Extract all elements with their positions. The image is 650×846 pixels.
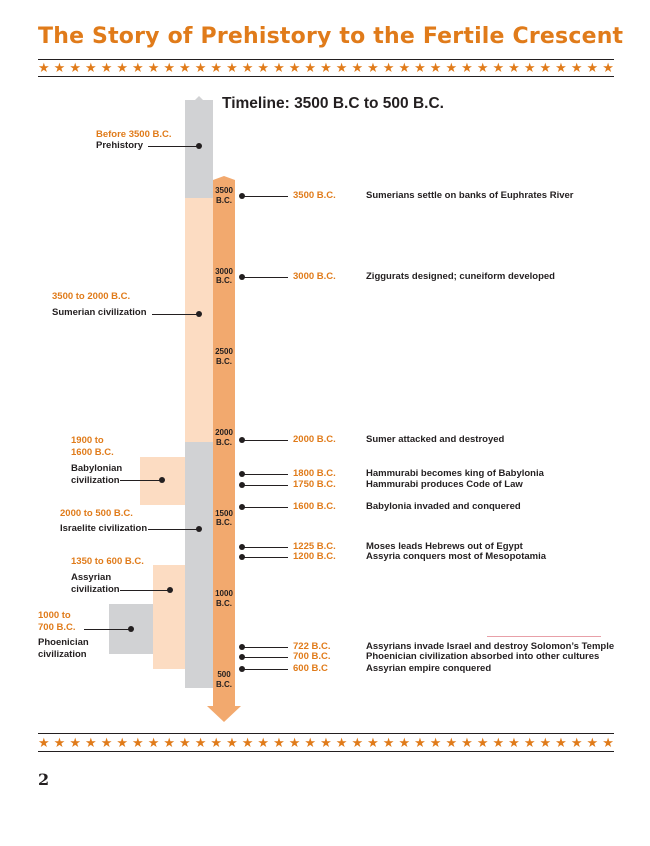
top-rule-2: [38, 76, 614, 77]
star-icon: ★: [414, 61, 426, 75]
era-name: [60, 523, 147, 535]
era-name-line: Assyrian: [71, 572, 112, 583]
star-icon: ★: [398, 61, 411, 75]
event-leader: [242, 657, 288, 658]
event-text: Moses leads Hebrews out of Egypt: [366, 541, 523, 552]
star-icon: ★: [194, 736, 207, 750]
event-leader: [242, 474, 288, 475]
era-name-line: Prehistory: [96, 140, 143, 151]
axis-year: 2000: [215, 428, 233, 437]
event-leader: [242, 547, 288, 548]
era-dot: [167, 587, 173, 593]
star-icon: ★: [555, 736, 567, 750]
axis-label-2500: [210, 347, 238, 366]
bottom-rule-1: [38, 733, 614, 734]
era-range: [71, 556, 144, 568]
star-icon: ★: [602, 61, 614, 75]
star-icon: ★: [492, 736, 505, 750]
era-name: [71, 463, 122, 486]
era-range-line: 700 B.C.: [38, 621, 76, 633]
star-icon: ★: [539, 736, 552, 750]
event-leader: [242, 669, 288, 670]
bottom-star-border: [38, 736, 614, 750]
era-name-line: Sumerian civilization: [52, 307, 147, 318]
star-icon: ★: [476, 61, 489, 75]
axis-year: 2500: [215, 347, 233, 357]
era-name: [96, 140, 143, 152]
event-date: 1750 B.C.: [293, 479, 336, 490]
star-icon: ★: [163, 61, 176, 75]
top-rule-1: [38, 59, 614, 60]
era-range: [38, 610, 76, 633]
star-icon: ★: [100, 61, 113, 75]
star-icon: ★: [53, 61, 66, 75]
star-icon: ★: [351, 61, 364, 75]
axis-era: B.C.: [216, 356, 232, 366]
star-icon: ★: [382, 61, 395, 75]
star-icon: ★: [147, 61, 160, 75]
era-name-line: Phoenician: [38, 637, 89, 648]
era-range: [60, 508, 133, 520]
era-range-line: 1350 to 600 B.C.: [71, 556, 144, 567]
event-leader: [242, 557, 288, 558]
era-leader: [148, 529, 199, 530]
era-leader: [120, 590, 170, 591]
event-text: Assyrians invade Israel and destroy Solomon’s Temple: [366, 641, 615, 652]
star-icon: ★: [523, 61, 536, 75]
star-icon: ★: [570, 736, 583, 750]
star-icon: ★: [132, 61, 144, 75]
star-icon: ★: [335, 61, 348, 75]
event-date: 2000 B.C.: [293, 434, 336, 445]
star-icon: ★: [320, 61, 332, 75]
era-range-line: Before 3500 B.C.: [96, 129, 172, 140]
era-range-line: 1000 to: [38, 610, 71, 621]
era-leader: [152, 314, 199, 315]
star-icon: ★: [445, 61, 458, 75]
star-icon: ★: [602, 736, 614, 750]
star-icon: ★: [226, 61, 238, 75]
star-icon: ★: [555, 61, 567, 75]
era-dot: [196, 311, 202, 317]
era-range-line: 2000 to 500 B.C.: [60, 508, 133, 519]
event-leader: [242, 507, 288, 508]
star-icon: ★: [257, 736, 270, 750]
star-icon: ★: [461, 61, 473, 75]
star-icon: ★: [539, 61, 552, 75]
star-icon: ★: [586, 736, 599, 750]
star-icon: ★: [53, 736, 66, 750]
star-icon: ★: [179, 736, 191, 750]
star-icon: ★: [38, 61, 50, 75]
event-date: 1225 B.C.: [293, 541, 336, 552]
event-date: 700 B.C.: [293, 651, 331, 662]
axis-era: B.C.: [216, 195, 232, 205]
era-dot: [196, 526, 202, 532]
star-icon: ★: [38, 736, 50, 750]
star-icon: ★: [273, 736, 285, 750]
axis-era: B.C.: [216, 437, 232, 447]
star-icon: ★: [508, 736, 520, 750]
star-icon: ★: [194, 61, 207, 75]
star-icon: ★: [85, 736, 97, 750]
star-icon: ★: [445, 736, 458, 750]
axis-era: B.C.: [216, 679, 232, 689]
axis-year: 500: [217, 670, 231, 679]
main-timeline-bar: [207, 176, 241, 722]
event-text: Assyrian empire conquered: [366, 663, 492, 674]
axis-label-2000: [210, 428, 238, 447]
event-date: 600 B.C: [293, 663, 328, 674]
star-icon: ★: [226, 736, 238, 750]
era-name-line: civilization: [38, 648, 87, 660]
axis-era: B.C.: [216, 518, 232, 528]
era-name-line: civilization: [71, 474, 120, 486]
star-icon: ★: [304, 61, 317, 75]
star-icon: ★: [461, 736, 473, 750]
era-leader: [148, 146, 199, 147]
event-text: Phoenician civilization absorbed into other cultures: [366, 651, 600, 662]
star-icon: ★: [508, 61, 520, 75]
era-name-line: Israelite civilization: [60, 523, 148, 534]
event-date: 1600 B.C.: [293, 501, 336, 512]
star-icon: ★: [320, 736, 332, 750]
event-text: Ziggurats designed; cuneiform developed: [366, 271, 555, 282]
star-icon: ★: [85, 61, 97, 75]
star-icon: ★: [382, 736, 395, 750]
era-dot: [196, 143, 202, 149]
event-date: 722 B.C.: [293, 641, 331, 652]
era-dot: [159, 477, 165, 483]
event-text: Sumer attacked and destroyed: [366, 434, 505, 445]
annotation-underline: [487, 636, 601, 637]
era-name-line: Babylonian: [71, 463, 123, 474]
star-icon: ★: [132, 736, 144, 750]
star-icon: ★: [367, 736, 379, 750]
star-icon: ★: [335, 736, 348, 750]
event-text: Sumerians settle on banks of Euphrates River: [366, 190, 574, 201]
star-icon: ★: [147, 736, 160, 750]
page-title: The Story of Prehistory to the Fertile Crescent: [38, 24, 624, 49]
event-text: Hammurabi becomes king of Babylonia: [366, 468, 544, 479]
star-icon: ★: [367, 61, 379, 75]
axis-label-500: [210, 670, 238, 689]
star-icon: ★: [116, 61, 129, 75]
axis-year: 3000: [215, 266, 233, 276]
axis-year: 1500: [215, 508, 233, 518]
axis-label-1000: [210, 589, 238, 608]
star-icon: ★: [241, 61, 254, 75]
star-icon: ★: [492, 61, 505, 75]
star-icon: ★: [351, 736, 364, 750]
star-icon: ★: [476, 736, 489, 750]
era-name: [38, 637, 89, 660]
star-icon: ★: [241, 736, 254, 750]
star-icon: ★: [523, 736, 536, 750]
event-leader: [242, 485, 288, 486]
assyrian-band: [153, 565, 185, 669]
star-icon: ★: [257, 61, 270, 75]
star-icon: ★: [288, 736, 301, 750]
timeline-title: Timeline: 3500 B.C to 500 B.C.: [222, 95, 444, 112]
star-icon: ★: [429, 61, 442, 75]
era-leader: [120, 480, 162, 481]
event-leader: [242, 440, 288, 441]
event-date: 3500 B.C.: [293, 190, 336, 201]
bottom-rule-2: [38, 751, 614, 752]
era-name: [71, 572, 120, 595]
star-icon: ★: [100, 736, 113, 750]
era-range-line: 1900 to: [71, 435, 104, 446]
star-icon: ★: [570, 61, 583, 75]
era-dot: [128, 626, 134, 632]
star-icon: ★: [210, 736, 223, 750]
axis-label-3500: [210, 186, 238, 205]
era-name-line: civilization: [71, 583, 120, 595]
axis-year: 3500: [215, 186, 233, 195]
axis-label-3000: [210, 267, 238, 286]
star-icon: ★: [69, 736, 81, 750]
star-icon: ★: [273, 61, 285, 75]
era-leader: [84, 629, 131, 630]
star-icon: ★: [288, 61, 301, 75]
event-text: Assyria conquers most of Mesopotamia: [366, 551, 547, 562]
star-icon: ★: [116, 736, 129, 750]
star-icon: ★: [586, 61, 599, 75]
event-leader: [242, 196, 288, 197]
axis-year: 1000: [215, 589, 233, 599]
event-leader: [242, 647, 288, 648]
event-text: Babylonia invaded and conquered: [366, 501, 521, 512]
star-icon: ★: [429, 736, 442, 750]
era-range-line: 1600 B.C.: [71, 446, 114, 458]
event-date: 1200 B.C.: [293, 551, 336, 562]
axis-era: B.C.: [216, 276, 232, 286]
era-range-line: 3500 to 2000 B.C.: [52, 291, 131, 302]
event-leader: [242, 277, 288, 278]
era-range: [71, 435, 114, 458]
star-icon: ★: [210, 61, 223, 75]
era-range: [96, 129, 172, 141]
star-icon: ★: [69, 61, 81, 75]
star-icon: ★: [179, 61, 191, 75]
event-date: 1800 B.C.: [293, 468, 336, 479]
star-icon: ★: [414, 736, 426, 750]
event-date: 3000 B.C.: [293, 271, 336, 282]
star-icon: ★: [304, 736, 317, 750]
star-icon: ★: [163, 736, 176, 750]
star-icon: ★: [398, 736, 411, 750]
era-range: [52, 291, 130, 303]
era-name: [52, 307, 147, 319]
event-text: Hammurabi produces Code of Law: [366, 479, 523, 490]
page-number: 2: [38, 770, 50, 789]
axis-label-1500: [210, 509, 238, 528]
axis-era: B.C.: [216, 598, 232, 608]
top-star-border: [38, 61, 614, 75]
